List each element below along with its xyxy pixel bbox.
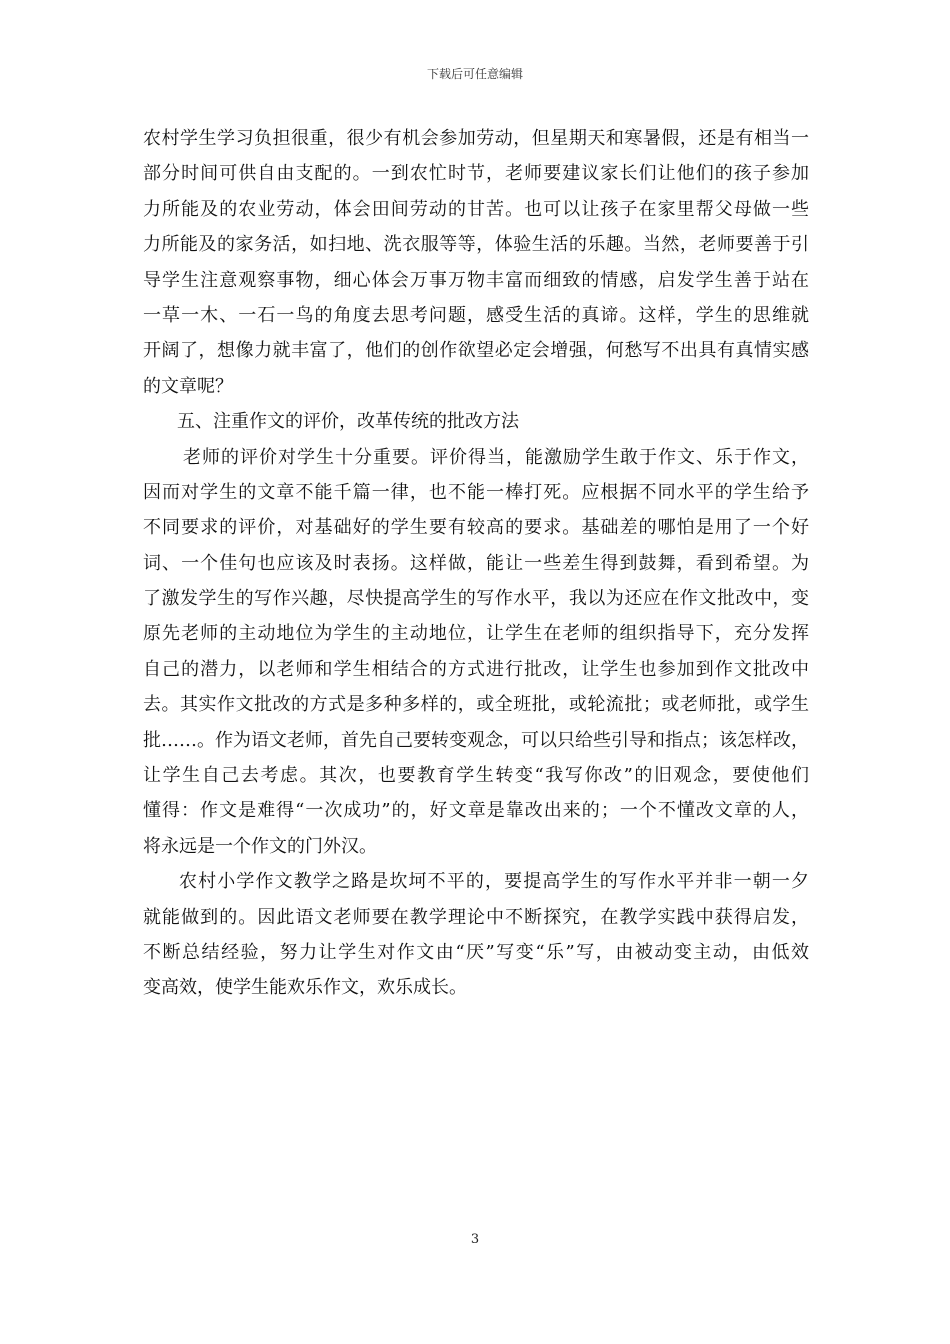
text-line: 部分时间可供自由支配的。一到农忙时节，老师要建议家长们让他们的孩子参加: [143, 163, 809, 185]
text-line: 去。其实作文批改的方式是多种多样的，或全班批，或轮流批；或老师批，或学生: [143, 694, 809, 716]
text-line: 将永远是一个作文的门外汉。: [143, 835, 377, 857]
text-line: 自己的潜力，以老师和学生相结合的方式进行批改，让学生也参加到作文批改中: [143, 658, 809, 680]
text-line: 老师的评价对学生十分重要。评价得当，能激励学生敢于作文、乐于作文，: [183, 446, 809, 468]
text-line: 变高效，使学生能欢乐作文，欢乐成长。: [143, 977, 467, 999]
text-line: 了激发学生的写作兴趣，尽快提高学生的写作水平，我以为还应在作文批改中，变: [143, 588, 809, 610]
page-header: 下载后可任意编辑: [426, 67, 523, 81]
text-line: 原先老师的主动地位为学生的主动地位，让学生在老师的组织指导下，充分发挥: [143, 623, 809, 645]
page-number: 3: [470, 1232, 480, 1247]
text-line: 的文章呢？: [143, 375, 233, 397]
text-line: 因而对学生的文章不能千篇一律，也不能一棒打死。应根据不同水平的学生给予: [143, 481, 809, 503]
text-line: 农村学生学习负担很重，很少有机会参加劳动，但星期天和寒暑假，还是有相当一: [143, 128, 809, 149]
text-line: 懂得：作文是难得“一次成功”的，好文章是靠改出来的；一个不懂改文章的人，: [143, 800, 809, 822]
text-line: 五、注重作文的评价，改革传统的批改方法: [177, 411, 519, 433]
text-line: 就能做到的。因此语文老师要在教学理论中不断探究，在教学实践中获得启发，: [143, 906, 809, 928]
text-line: 不同要求的评价，对基础好的学生要有较高的要求。基础差的哪怕是用了一个好: [143, 517, 809, 539]
text-line: 开阔了，想像力就丰富了，他们的创作欲望必定会增强，何愁写不出具有真情实感: [143, 340, 809, 362]
text-line: 导学生注意观察事物，细心体会万事万物丰富而细致的情感，启发学生善于站在: [143, 269, 809, 291]
text-line: 一草一木、一石一鸟的角度去思考问题，感受生活的真谛。这样，学生的思维就: [143, 304, 809, 326]
text-line: 农村小学作文教学之路是坎坷不平的，要提高学生的写作水平并非一朝一夕: [179, 871, 809, 893]
document-body: [143, 121, 809, 1006]
text-line: 力所能及的家务活，如扫地、洗衣服等等，体验生活的乐趣。当然，老师要善于引: [143, 234, 809, 256]
text-line: 力所能及的农业劳动，体会田间劳动的甘苦。也可以让孩子在家里帮父母做一些: [143, 198, 809, 220]
text-line: 词、一个佳句也应该及时表扬。这样做，能让一些差生得到鼓舞，看到希望。为: [143, 552, 809, 574]
text-line: 批……。作为语文老师，首先自己要转变观念，可以只给些引导和指点；该怎样改，: [143, 729, 809, 751]
text-line: 让学生自己去考虑。其次，也要教育学生转变“我写你改”的旧观念，要使他们: [143, 765, 809, 787]
text-line: 不断总结经验，努力让学生对作文由“厌”写变“乐”写，由被动变主动，由低效: [143, 941, 809, 963]
